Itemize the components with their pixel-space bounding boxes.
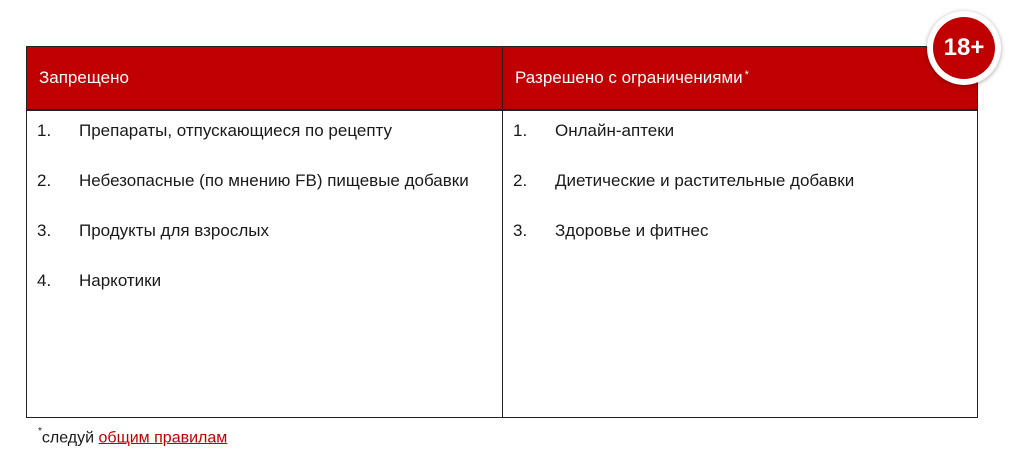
list-item-number: 2. bbox=[37, 171, 52, 190]
list-item-text: Наркотики bbox=[79, 271, 162, 290]
list-item-number: 1. bbox=[37, 121, 52, 140]
list-item bbox=[513, 169, 965, 193]
footnote bbox=[38, 428, 227, 447]
header-restricted-label: Разрешено с ограничениями bbox=[515, 68, 743, 87]
list-item-text: Онлайн-аптеки bbox=[555, 121, 675, 140]
forbidden-cell bbox=[27, 111, 503, 417]
general-rules-link[interactable]: общим правилам bbox=[98, 429, 228, 447]
list-item-number: 3. bbox=[37, 221, 52, 240]
restrictions-table bbox=[26, 46, 978, 418]
restricted-cell bbox=[503, 111, 977, 417]
age-badge-circle bbox=[933, 17, 995, 79]
list-item-number: 1. bbox=[513, 121, 528, 140]
restricted-list bbox=[513, 119, 965, 243]
list-item bbox=[37, 269, 490, 293]
footnote-mark: * bbox=[38, 426, 42, 437]
list-item-number: 2. bbox=[513, 171, 528, 190]
list-item-number: 3. bbox=[513, 221, 528, 240]
list-item bbox=[37, 169, 490, 193]
list-item bbox=[37, 219, 490, 243]
age-badge-label: 18+ bbox=[943, 34, 985, 61]
header-forbidden bbox=[27, 47, 503, 111]
header-restricted-mark: * bbox=[744, 69, 749, 81]
list-item bbox=[513, 119, 965, 143]
list-item-number: 4. bbox=[37, 271, 52, 290]
list-item-text: Небезопасные (по мнению FB) пищевые добавки bbox=[79, 171, 469, 190]
header-forbidden-label: Запрещено bbox=[39, 68, 129, 87]
header-restricted bbox=[503, 47, 977, 111]
footnote-text: следуй bbox=[41, 429, 99, 447]
list-item bbox=[513, 219, 965, 243]
list-item-text: Диетические и растительные добавки bbox=[555, 171, 855, 190]
list-item-text: Продукты для взрослых bbox=[79, 221, 269, 240]
list-item-text: Препараты, отпускающиеся по рецепту bbox=[79, 121, 393, 140]
forbidden-list bbox=[37, 119, 490, 293]
list-item-text: Здоровье и фитнес bbox=[555, 221, 709, 240]
list-item bbox=[37, 119, 490, 143]
age-badge bbox=[927, 11, 1001, 85]
